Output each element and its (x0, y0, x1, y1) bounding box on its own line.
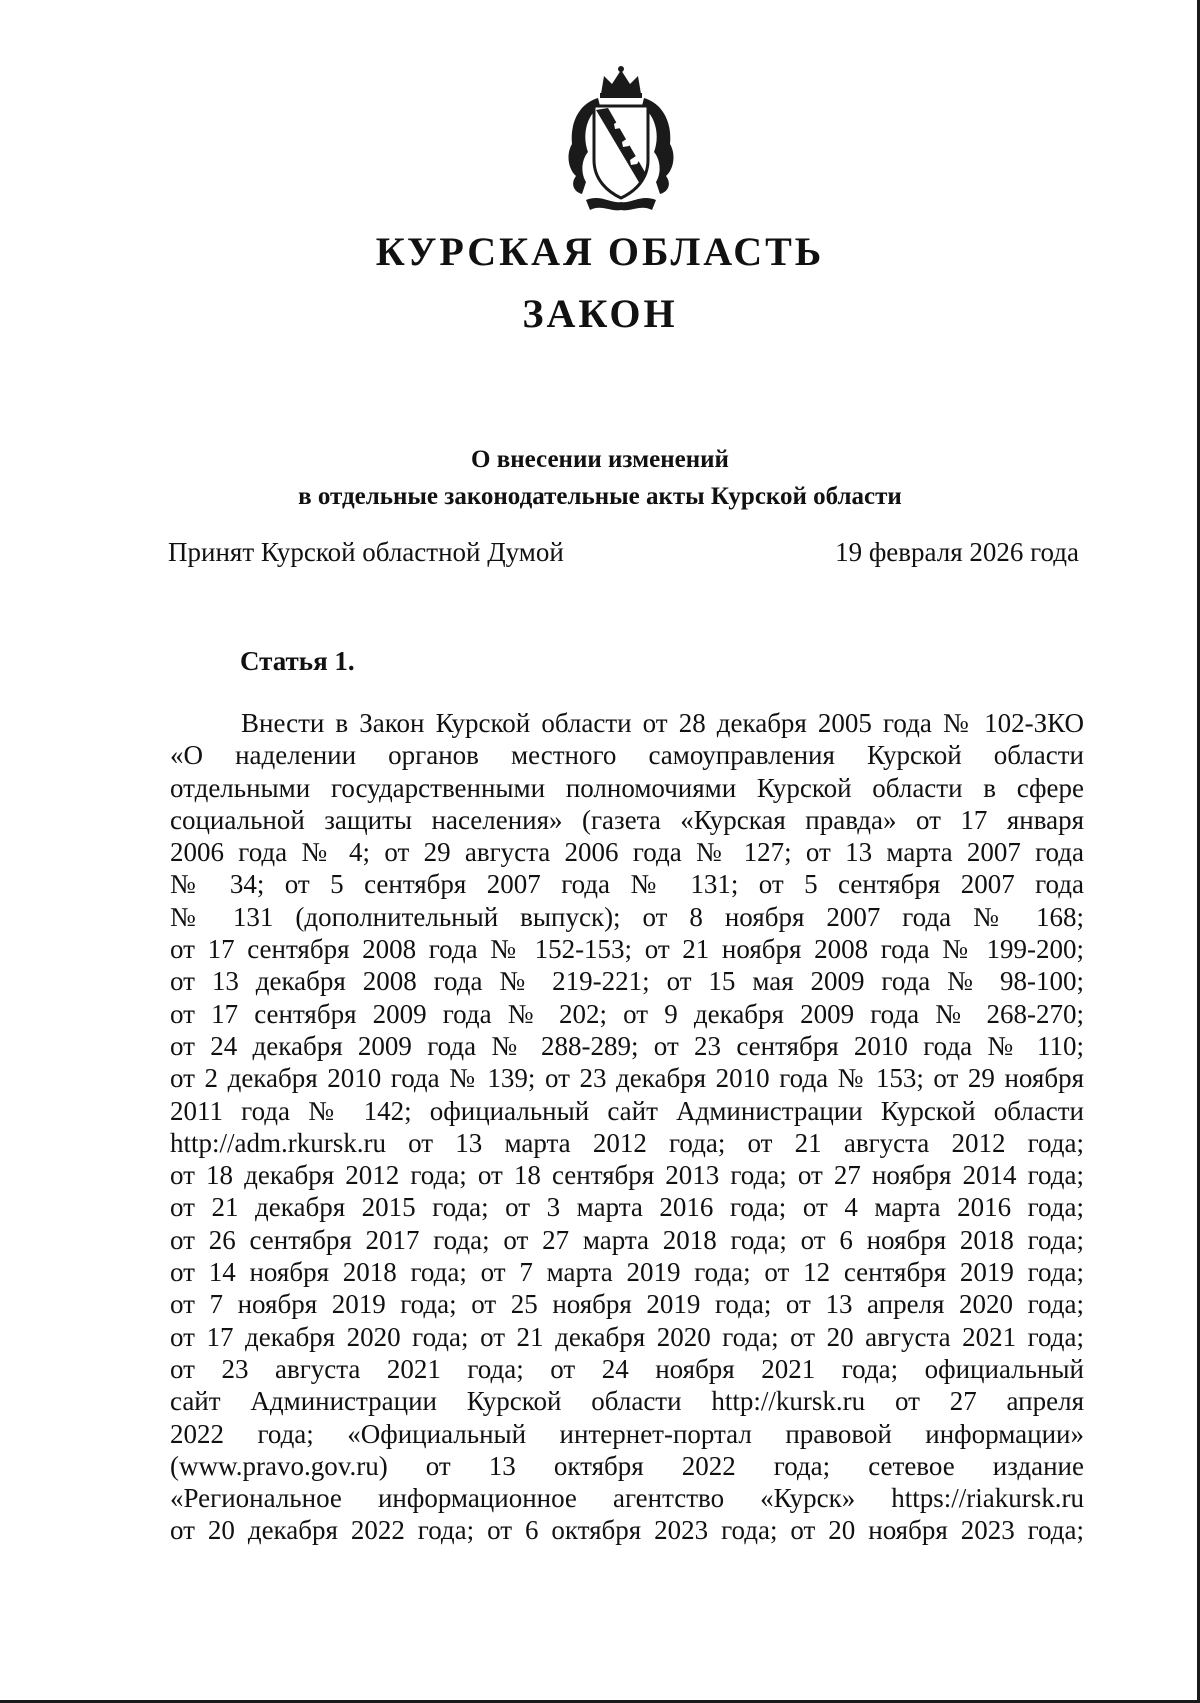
body-line: от 20 декабря 2022 года; от 6 октября 2023 года; от 20 ноября 2023 года; (170, 1515, 1084, 1546)
body-line: «Региональное информационное агентство «Курск» https://riakursk.ru (170, 1483, 1084, 1514)
body-line: (www.pravo.gov.ru) от 13 октября 2022 года; сетевое издание (170, 1450, 1084, 1481)
body-line: «О наделении органов местного самоуправления Курской области (170, 740, 1084, 771)
document-type: ЗАКОН (522, 291, 678, 336)
body-line: 2006 года № 4; от 29 августа 2006 года № 127; от 13 марта 2007 года (170, 837, 1084, 868)
body-line: Внести в Закон Курской области от 28 декабря 2005 года № 102-ЗКО (241, 708, 1084, 738)
body-line: от 18 декабря 2012 года; от 18 сентября 2013 года; от 27 ноября 2014 года; (170, 1160, 1084, 1191)
body-line: от 17 сентября 2008 года № 152-153; от 21 ноября 2008 года № 199-200; (170, 934, 1084, 965)
coat-of-arms-emblem (556, 64, 686, 214)
article-heading: Статья 1. (240, 646, 355, 676)
body-line: 2011 года № 142; официальный сайт Администрации Курской области (170, 1095, 1084, 1126)
body-line: от 23 августа 2021 года; от 24 ноября 2021 года; официальный (170, 1353, 1084, 1384)
body-line: от 26 сентября 2017 года; от 27 марта 2018 года; от 6 ноября 2018 года; (170, 1224, 1084, 1255)
body-line: отдельными государственными полномочиями Курской области в сфере (170, 772, 1084, 803)
body-line: № 131 (дополнительный выпуск); от 8 ноября 2007 года № 168; (170, 901, 1084, 932)
law-title-line-2: в отдельные законодательные акты Курской области (298, 483, 902, 510)
body-line: http://adm.rkursk.ru от 13 марта 2012 года; от 21 августа 2012 года; (170, 1127, 1084, 1158)
article-body (170, 707, 1084, 1547)
body-line: социальной защиты населения» (газета «Курская правда» от 17 января (170, 804, 1084, 835)
body-line: от 21 декабря 2015 года; от 3 марта 2016 года; от 4 марта 2016 года; (170, 1192, 1084, 1223)
law-title-line-1: О внесении изменений (471, 446, 729, 473)
adoption-date: 19 февраля 2026 года (835, 537, 1079, 567)
body-line: от 17 сентября 2009 года № 202; от 9 декабря 2009 года № 268-270; (170, 998, 1084, 1029)
body-line: от 17 декабря 2020 года; от 21 декабря 2020 года; от 20 августа 2021 года; (170, 1321, 1084, 1352)
body-line: 2022 года; «Официальный интернет-портал правовой информации» (170, 1418, 1084, 1449)
adopted-by: Принят Курской областной Думой (168, 537, 564, 567)
body-line: от 2 декабря 2010 года № 139; от 23 декабря 2010 года № 153; от 29 ноября (170, 1063, 1084, 1094)
body-line: от 24 декабря 2009 года № 288-289; от 23 сентября 2010 года № 110; (170, 1030, 1084, 1061)
region-name: КУРСКАЯ ОБЛАСТЬ (375, 229, 825, 274)
body-line: от 7 ноября 2019 года; от 25 ноября 2019 года; от 13 апреля 2020 года; (170, 1289, 1084, 1320)
body-line: сайт Администрации Курской области http://kursk.ru от 27 апреля (170, 1386, 1084, 1417)
body-line: от 14 ноября 2018 года; от 7 марта 2019 года; от 12 сентября 2019 года; (170, 1257, 1084, 1288)
body-line: № 34; от 5 сентября 2007 года № 131; от 5 сентября 2007 года (170, 869, 1084, 900)
body-line: от 13 декабря 2008 года № 219-221; от 15 мая 2009 года № 98-100; (170, 966, 1084, 997)
